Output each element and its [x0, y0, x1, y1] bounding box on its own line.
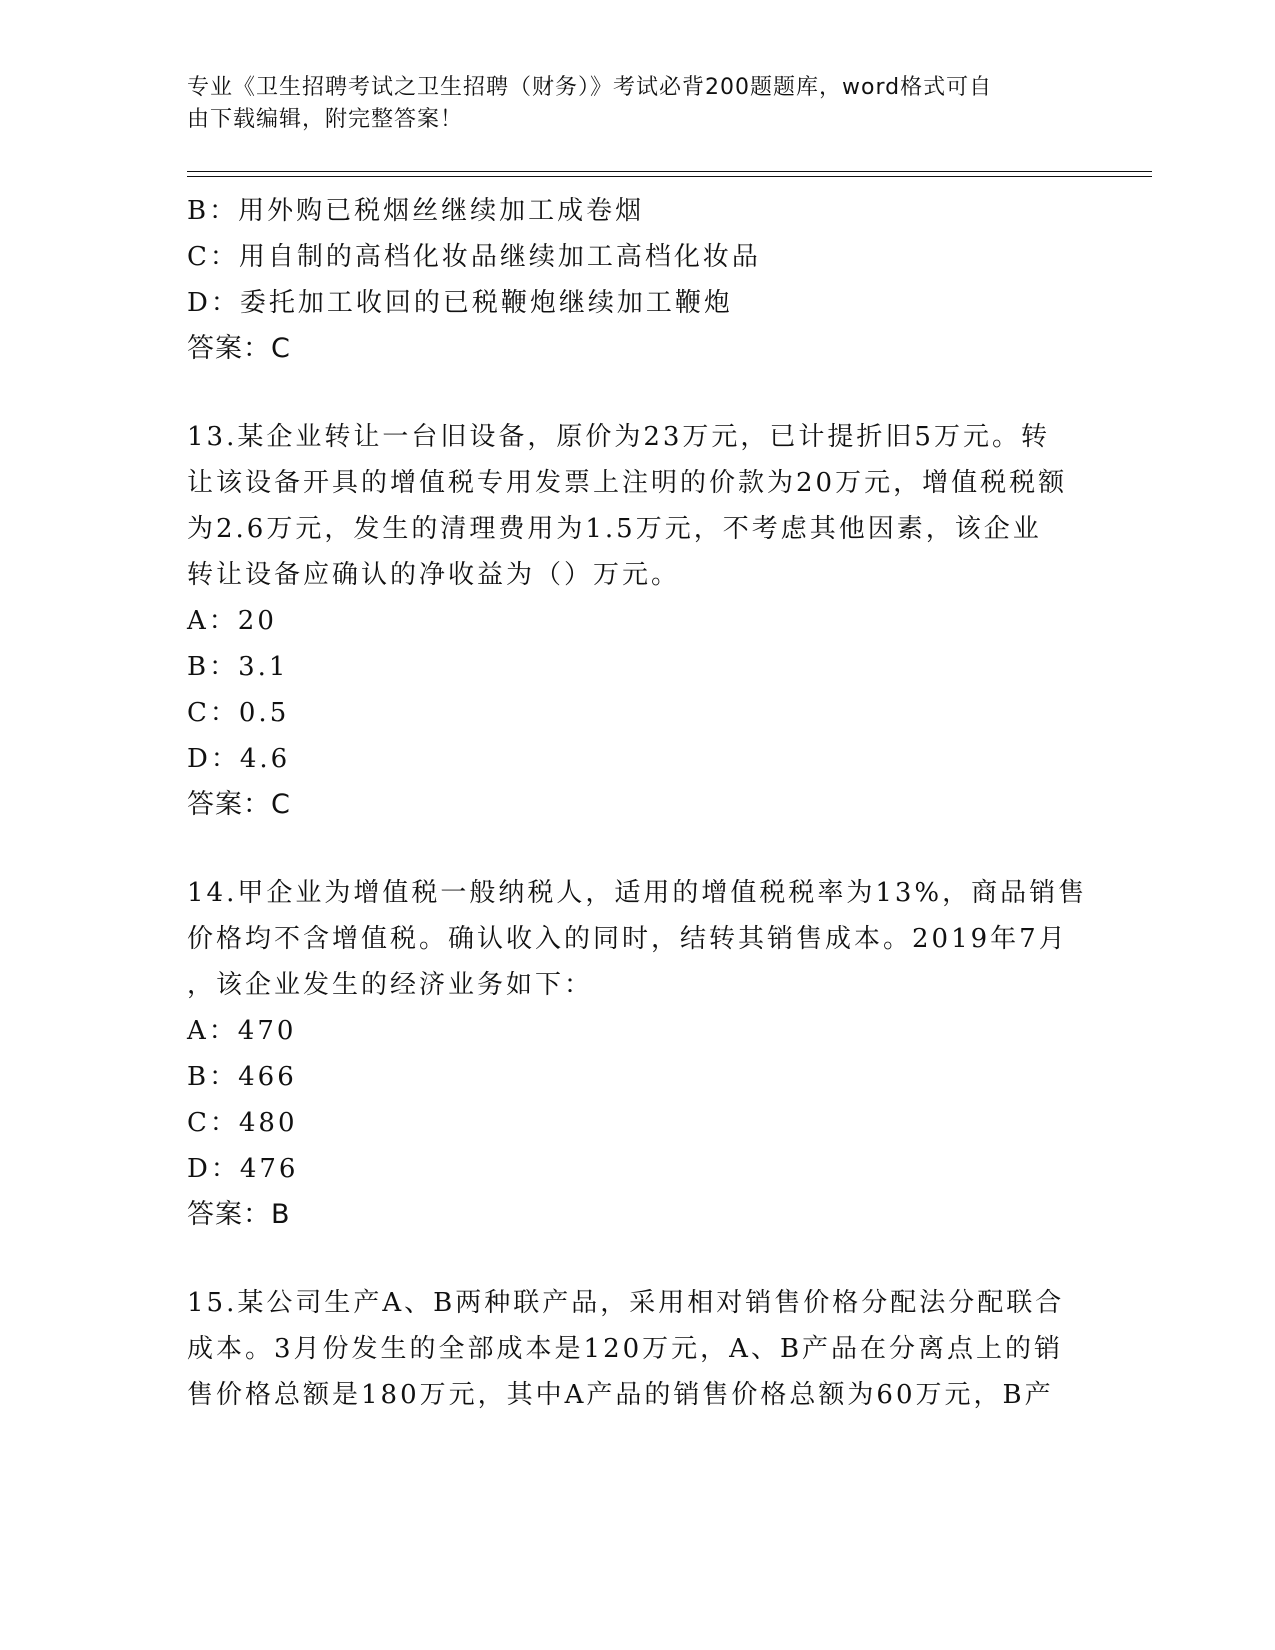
question-stem-line: 14.甲企业为增值税一般纳税人，适用的增值税税率为13%，商品销售 [187, 878, 1088, 908]
header-divider-top [187, 171, 1152, 172]
option-c: C：用自制的高档化妆品继续加工高档化妆品 [187, 242, 761, 272]
question-stem-line: 售价格总额是180万元，其中A产品的销售价格总额为60万元，B产 [187, 1380, 1054, 1410]
question-13 [187, 414, 1087, 828]
option-d: D：476 [187, 1154, 299, 1184]
question-stem-line: 成本。3月份发生的全部成本是120万元，A、B产品在分离点上的销 [187, 1334, 1064, 1364]
option-b: B：3.1 [187, 652, 289, 682]
option-d: D：委托加工收回的已税鞭炮继续加工鞭炮 [187, 288, 733, 318]
option-a: A：470 [187, 1016, 297, 1046]
question-stem-line: 转让设备应确认的净收益为（）万元。 [187, 560, 681, 590]
header-divider-bottom [187, 176, 1152, 177]
question-15 [187, 1280, 1087, 1418]
question-stem-line: 为2.6万元，发生的清理费用为1.5万元，不考虑其他因素，该企业 [187, 514, 1042, 544]
option-a: A：20 [187, 606, 277, 636]
question-stem-line: 15.某公司生产A、B两种联产品，采用相对销售价格分配法分配联合 [187, 1288, 1065, 1318]
prev-question-block [187, 188, 1087, 372]
option-c: C：480 [187, 1108, 298, 1138]
question-stem-line: 让该设备开具的增值税专用发票上注明的价款为20万元，增值税税额 [187, 468, 1068, 498]
document-header [187, 72, 1067, 136]
option-b: B：用外购已税烟丝继续加工成卷烟 [187, 196, 645, 226]
option-c: C：0.5 [187, 698, 290, 728]
question-spacer [187, 372, 1087, 414]
option-d: D：4.6 [187, 744, 291, 774]
answer-line: 答案：C [187, 789, 291, 820]
header-title-line-1: 专业《卫生招聘考试之卫生招聘（财务）》考试必背200题题库，word格式可自 [187, 75, 993, 100]
answer-line: 答案：B [187, 1199, 291, 1230]
question-14 [187, 870, 1087, 1238]
option-b: B：466 [187, 1062, 297, 1092]
question-stem-line: ，该企业发生的经济业务如下： [187, 970, 594, 1000]
answer-line: 答案：C [187, 333, 291, 364]
question-stem-line: 13.某企业转让一台旧设备，原价为23万元，已计提折旧5万元。转 [187, 422, 1050, 452]
question-spacer [187, 1238, 1087, 1280]
question-spacer [187, 828, 1087, 870]
header-title-line-2: 由下载编辑，附完整答案！ [187, 107, 464, 132]
question-stem-line: 价格均不含增值税。确认收入的同时，结转其销售成本。2019年7月 [187, 924, 1068, 954]
document-body [187, 188, 1087, 1418]
